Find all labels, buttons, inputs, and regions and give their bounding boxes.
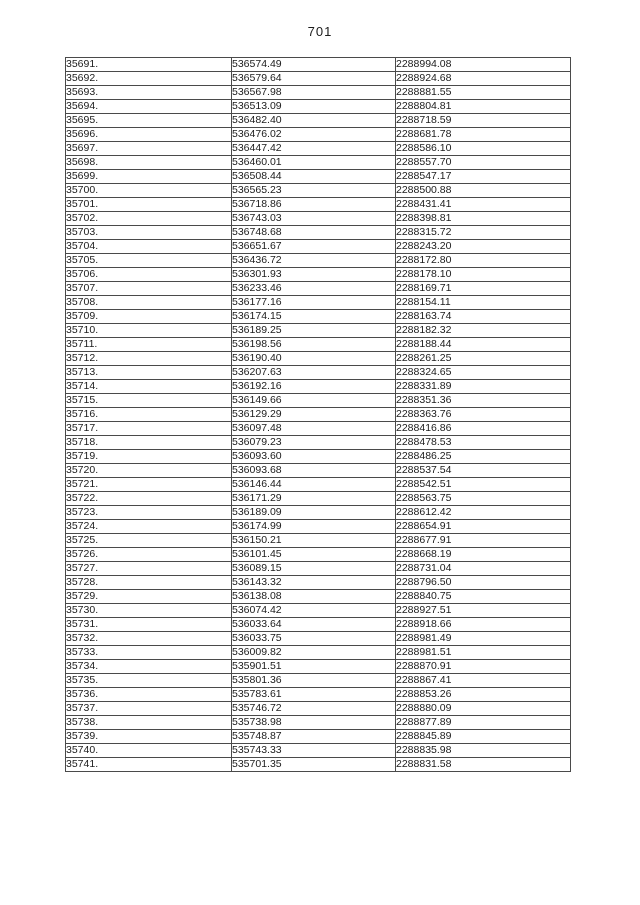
cell-value-x: 536143.32	[232, 576, 396, 590]
cell-value-x: 536089.15	[232, 562, 396, 576]
cell-value-y: 2288261.25	[396, 352, 571, 366]
table-row	[66, 688, 571, 702]
cell-value-x: 536301.93	[232, 268, 396, 282]
cell-point-number: 35692.	[66, 72, 232, 86]
cell-point-number: 35717.	[66, 422, 232, 436]
cell-value-y: 2288351.36	[396, 394, 571, 408]
cell-point-number: 35700.	[66, 184, 232, 198]
cell-value-y: 2288804.81	[396, 100, 571, 114]
cell-value-x: 536101.45	[232, 548, 396, 562]
table-row	[66, 352, 571, 366]
cell-value-x: 536447.42	[232, 142, 396, 156]
cell-value-x: 535746.72	[232, 702, 396, 716]
cell-value-x: 535743.33	[232, 744, 396, 758]
coordinate-table-body	[66, 58, 571, 772]
cell-value-y: 2288478.53	[396, 436, 571, 450]
cell-value-y: 2288835.98	[396, 744, 571, 758]
table-row	[66, 86, 571, 100]
table-row	[66, 716, 571, 730]
table-row	[66, 730, 571, 744]
cell-point-number: 35706.	[66, 268, 232, 282]
cell-value-y: 2288880.09	[396, 702, 571, 716]
table-row	[66, 660, 571, 674]
cell-value-y: 2288331.89	[396, 380, 571, 394]
cell-value-x: 536207.63	[232, 366, 396, 380]
cell-point-number: 35736.	[66, 688, 232, 702]
table-row	[66, 492, 571, 506]
cell-value-x: 535738.98	[232, 716, 396, 730]
cell-value-y: 2288845.89	[396, 730, 571, 744]
cell-point-number: 35726.	[66, 548, 232, 562]
cell-value-x: 535783.61	[232, 688, 396, 702]
cell-value-x: 536129.29	[232, 408, 396, 422]
cell-value-x: 536460.01	[232, 156, 396, 170]
cell-value-y: 2288731.04	[396, 562, 571, 576]
table-row	[66, 758, 571, 772]
cell-value-x: 535701.35	[232, 758, 396, 772]
cell-value-x: 536146.44	[232, 478, 396, 492]
cell-point-number: 35708.	[66, 296, 232, 310]
table-row	[66, 436, 571, 450]
table-row	[66, 562, 571, 576]
cell-value-y: 2288681.78	[396, 128, 571, 142]
cell-value-x: 536093.60	[232, 450, 396, 464]
cell-value-x: 536482.40	[232, 114, 396, 128]
coordinate-table	[65, 57, 571, 772]
cell-value-y: 2288877.89	[396, 716, 571, 730]
cell-point-number: 35711.	[66, 338, 232, 352]
cell-value-x: 536033.64	[232, 618, 396, 632]
table-row	[66, 422, 571, 436]
cell-value-y: 2288853.26	[396, 688, 571, 702]
cell-value-x: 535801.36	[232, 674, 396, 688]
cell-value-y: 2288881.55	[396, 86, 571, 100]
cell-value-y: 2288547.17	[396, 170, 571, 184]
cell-value-y: 2288315.72	[396, 226, 571, 240]
cell-value-x: 536567.98	[232, 86, 396, 100]
cell-value-y: 2288831.58	[396, 758, 571, 772]
cell-value-y: 2288431.41	[396, 198, 571, 212]
cell-value-y: 2288542.51	[396, 478, 571, 492]
cell-point-number: 35732.	[66, 632, 232, 646]
cell-value-x: 536174.15	[232, 310, 396, 324]
cell-value-y: 2288363.76	[396, 408, 571, 422]
cell-point-number: 35723.	[66, 506, 232, 520]
table-row	[66, 604, 571, 618]
cell-value-y: 2288981.51	[396, 646, 571, 660]
table-row	[66, 464, 571, 478]
cell-value-y: 2288586.10	[396, 142, 571, 156]
cell-value-y: 2288840.75	[396, 590, 571, 604]
cell-value-y: 2288188.44	[396, 338, 571, 352]
cell-value-y: 2288172.80	[396, 254, 571, 268]
cell-value-y: 2288981.49	[396, 632, 571, 646]
cell-value-y: 2288486.25	[396, 450, 571, 464]
table-row	[66, 408, 571, 422]
cell-point-number: 35741.	[66, 758, 232, 772]
cell-point-number: 35735.	[66, 674, 232, 688]
cell-point-number: 35718.	[66, 436, 232, 450]
cell-value-x: 536093.68	[232, 464, 396, 478]
cell-value-x: 536177.16	[232, 296, 396, 310]
cell-point-number: 35703.	[66, 226, 232, 240]
cell-value-x: 536192.16	[232, 380, 396, 394]
cell-point-number: 35724.	[66, 520, 232, 534]
cell-value-x: 536097.48	[232, 422, 396, 436]
cell-point-number: 35697.	[66, 142, 232, 156]
table-row	[66, 212, 571, 226]
table-row	[66, 394, 571, 408]
cell-point-number: 35719.	[66, 450, 232, 464]
cell-value-x: 536189.09	[232, 506, 396, 520]
cell-value-x: 536009.82	[232, 646, 396, 660]
cell-point-number: 35699.	[66, 170, 232, 184]
cell-value-x: 536190.40	[232, 352, 396, 366]
cell-value-x: 536171.29	[232, 492, 396, 506]
table-row	[66, 184, 571, 198]
table-row	[66, 296, 571, 310]
cell-point-number: 35710.	[66, 324, 232, 338]
cell-point-number: 35693.	[66, 86, 232, 100]
cell-point-number: 35721.	[66, 478, 232, 492]
cell-value-x: 536565.23	[232, 184, 396, 198]
table-row	[66, 282, 571, 296]
cell-point-number: 35730.	[66, 604, 232, 618]
cell-point-number: 35740.	[66, 744, 232, 758]
cell-value-x: 536198.56	[232, 338, 396, 352]
cell-point-number: 35734.	[66, 660, 232, 674]
table-row	[66, 478, 571, 492]
table-row	[66, 548, 571, 562]
cell-value-x: 536743.03	[232, 212, 396, 226]
cell-value-y: 2288654.91	[396, 520, 571, 534]
page-number: 701	[307, 24, 333, 39]
table-row	[66, 534, 571, 548]
table-row	[66, 380, 571, 394]
cell-point-number: 35728.	[66, 576, 232, 590]
table-row	[66, 310, 571, 324]
cell-value-y: 2288668.19	[396, 548, 571, 562]
cell-value-x: 536233.46	[232, 282, 396, 296]
table-row	[66, 100, 571, 114]
cell-point-number: 35712.	[66, 352, 232, 366]
cell-value-y: 2288243.20	[396, 240, 571, 254]
cell-value-x: 536748.68	[232, 226, 396, 240]
table-row	[66, 338, 571, 352]
table-row	[66, 450, 571, 464]
cell-point-number: 35691.	[66, 58, 232, 72]
table-row	[66, 590, 571, 604]
cell-point-number: 35739.	[66, 730, 232, 744]
cell-value-y: 2288324.65	[396, 366, 571, 380]
table-row	[66, 170, 571, 184]
cell-value-x: 536508.44	[232, 170, 396, 184]
table-row	[66, 618, 571, 632]
cell-value-x: 535748.87	[232, 730, 396, 744]
cell-point-number: 35695.	[66, 114, 232, 128]
cell-point-number: 35694.	[66, 100, 232, 114]
cell-point-number: 35709.	[66, 310, 232, 324]
cell-value-y: 2288927.51	[396, 604, 571, 618]
cell-point-number: 35733.	[66, 646, 232, 660]
table-row	[66, 646, 571, 660]
cell-point-number: 35722.	[66, 492, 232, 506]
cell-point-number: 35713.	[66, 366, 232, 380]
table-row	[66, 114, 571, 128]
cell-value-x: 536718.86	[232, 198, 396, 212]
cell-value-y: 2288178.10	[396, 268, 571, 282]
cell-value-y: 2288677.91	[396, 534, 571, 548]
table-row	[66, 520, 571, 534]
cell-value-x: 536476.02	[232, 128, 396, 142]
table-row	[66, 156, 571, 170]
cell-value-x: 536033.75	[232, 632, 396, 646]
cell-value-y: 2288398.81	[396, 212, 571, 226]
cell-value-y: 2288718.59	[396, 114, 571, 128]
cell-point-number: 35698.	[66, 156, 232, 170]
cell-point-number: 35714.	[66, 380, 232, 394]
cell-value-y: 2288924.68	[396, 72, 571, 86]
cell-value-y: 2288500.88	[396, 184, 571, 198]
cell-point-number: 35704.	[66, 240, 232, 254]
cell-value-x: 536436.72	[232, 254, 396, 268]
cell-value-y: 2288182.32	[396, 324, 571, 338]
cell-point-number: 35729.	[66, 590, 232, 604]
cell-point-number: 35720.	[66, 464, 232, 478]
cell-value-y: 2288537.54	[396, 464, 571, 478]
table-row	[66, 506, 571, 520]
cell-value-x: 536149.66	[232, 394, 396, 408]
cell-point-number: 35738.	[66, 716, 232, 730]
table-row	[66, 632, 571, 646]
cell-value-y: 2288163.74	[396, 310, 571, 324]
cell-value-x: 536651.67	[232, 240, 396, 254]
cell-value-x: 536579.64	[232, 72, 396, 86]
cell-point-number: 35702.	[66, 212, 232, 226]
cell-value-x: 536174.99	[232, 520, 396, 534]
table-row	[66, 254, 571, 268]
cell-value-x: 536189.25	[232, 324, 396, 338]
table-row	[66, 268, 571, 282]
cell-value-y: 2288169.71	[396, 282, 571, 296]
cell-value-x: 536513.09	[232, 100, 396, 114]
table-row	[66, 674, 571, 688]
cell-value-x: 536074.42	[232, 604, 396, 618]
cell-value-y: 2288796.50	[396, 576, 571, 590]
table-row	[66, 72, 571, 86]
cell-point-number: 35727.	[66, 562, 232, 576]
table-row	[66, 744, 571, 758]
cell-value-y: 2288918.66	[396, 618, 571, 632]
table-row	[66, 142, 571, 156]
cell-value-x: 536574.49	[232, 58, 396, 72]
cell-value-y: 2288870.91	[396, 660, 571, 674]
table-row	[66, 198, 571, 212]
table-row	[66, 576, 571, 590]
cell-point-number: 35701.	[66, 198, 232, 212]
cell-point-number: 35707.	[66, 282, 232, 296]
table-row	[66, 58, 571, 72]
cell-value-y: 2288994.08	[396, 58, 571, 72]
table-row	[66, 366, 571, 380]
cell-point-number: 35716.	[66, 408, 232, 422]
table-row	[66, 324, 571, 338]
table-row	[66, 240, 571, 254]
cell-point-number: 35725.	[66, 534, 232, 548]
cell-value-y: 2288154.11	[396, 296, 571, 310]
cell-point-number: 35715.	[66, 394, 232, 408]
cell-point-number: 35731.	[66, 618, 232, 632]
cell-point-number: 35737.	[66, 702, 232, 716]
cell-value-x: 536079.23	[232, 436, 396, 450]
cell-value-x: 536150.21	[232, 534, 396, 548]
cell-value-y: 2288867.41	[396, 674, 571, 688]
cell-value-y: 2288416.86	[396, 422, 571, 436]
cell-point-number: 35705.	[66, 254, 232, 268]
cell-value-x: 536138.08	[232, 590, 396, 604]
table-row	[66, 128, 571, 142]
cell-value-y: 2288563.75	[396, 492, 571, 506]
table-row	[66, 226, 571, 240]
cell-value-y: 2288557.70	[396, 156, 571, 170]
cell-value-x: 535901.51	[232, 660, 396, 674]
table-row	[66, 702, 571, 716]
cell-value-y: 2288612.42	[396, 506, 571, 520]
cell-point-number: 35696.	[66, 128, 232, 142]
